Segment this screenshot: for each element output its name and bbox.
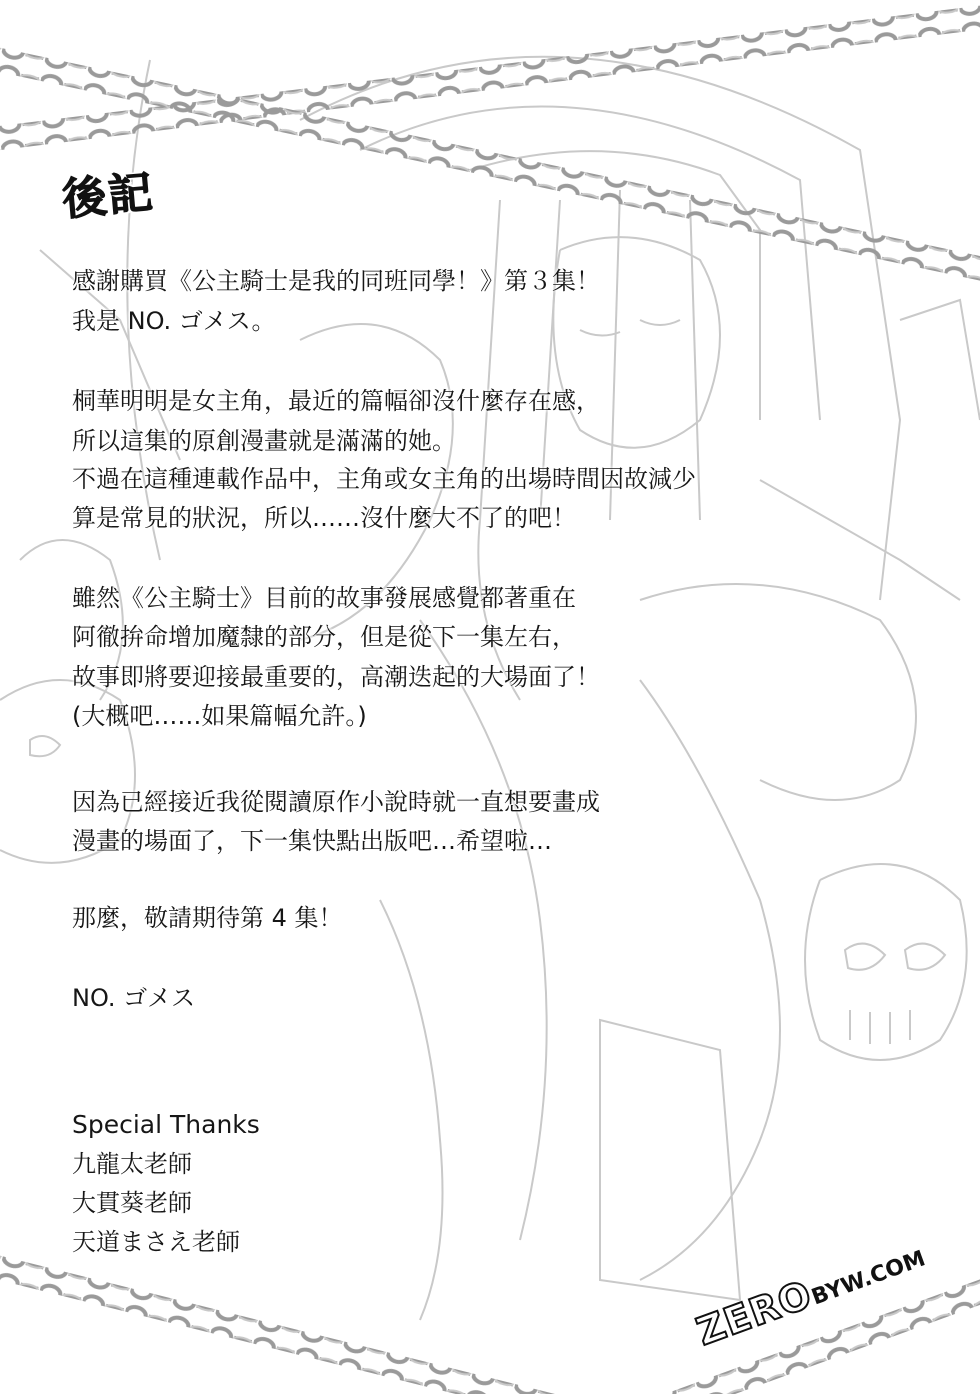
text-line: 不過在這種連載作品中，主角或女主角的出場時間因故減少 <box>72 465 696 493</box>
text-line: 那麼，敬請期待第 4 集！ <box>72 904 343 932</box>
text-line: 漫畫的場面了，下一集快點出版吧…希望啦… <box>72 827 552 855</box>
thanks-name: 大貫葵老師 <box>72 1189 192 1217</box>
watermark-sub: BYW.COM <box>808 1246 929 1311</box>
watermark-main: ZERO <box>690 1271 818 1354</box>
page-title: 後記 <box>60 167 157 226</box>
text-line: 桐華明明是女主角，最近的篇幅卻沒什麼存在感， <box>72 387 600 415</box>
text-line: 算是常見的狀況，所以……沒什麼大不了的吧！ <box>72 504 576 532</box>
author-signature: NO. ゴメス <box>72 984 196 1012</box>
text-line: 雖然《公主騎士》目前的故事發展感覺都著重在 <box>72 584 576 612</box>
text-line: (大概吧……如果篇幅允許。) <box>72 702 367 730</box>
thanks-heading: Special Thanks <box>72 1110 260 1139</box>
text-line: 阿徹拚命增加魔隸的部分，但是從下一集左右， <box>72 623 576 651</box>
text-line: 因為已經接近我從閱讀原作小說時就一直想要畫成 <box>72 788 600 816</box>
text-line: 所以這集的原創漫畫就是滿滿的她。 <box>72 427 456 455</box>
text-line: 故事即將要迎接最重要的，高潮迭起的大場面了！ <box>72 663 600 691</box>
thanks-name: 九龍太老師 <box>72 1150 192 1178</box>
text-line: 感謝購買《公主騎士是我的同班同學！》第３集！ <box>72 267 600 295</box>
text-line: 我是 NO. ゴメス。 <box>72 307 276 335</box>
thanks-name: 天道まさえ老師 <box>72 1228 240 1256</box>
